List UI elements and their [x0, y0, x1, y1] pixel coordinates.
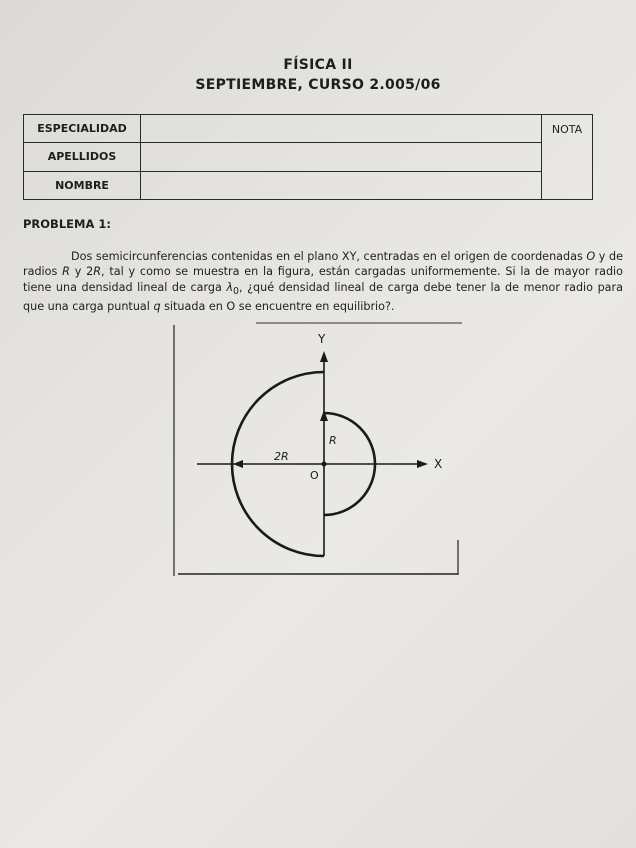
- statement-text: , tal y como se muestra en la figura, están cargadas uniformemente. Si la de mayor radio tiene una densidad lineal de carga: [23, 265, 623, 294]
- charge-symbol: q: [153, 300, 161, 314]
- exam-title: FÍSICA II: [283, 57, 353, 73]
- lambda-subscript: 0: [233, 286, 239, 298]
- radius-symbol: R: [62, 265, 70, 279]
- origin-point: [322, 462, 327, 467]
- y-axis-label: Y: [318, 332, 326, 346]
- specialty-label: ESPECIALIDAD: [24, 115, 141, 143]
- name-label: NOMBRE: [24, 171, 141, 199]
- statement-text: y 2: [69, 265, 94, 279]
- x-axis-label: X: [434, 457, 443, 471]
- lambda-symbol: λ: [226, 280, 234, 294]
- y-axis-arrow: [320, 351, 328, 362]
- radius-r-arrow: [320, 410, 328, 421]
- statement-text: , ¿qué densidad lineal de carga debe tener la de menor radio para que una carga puntual: [23, 280, 623, 314]
- problem-heading: PROBLEMA 1:: [23, 217, 111, 231]
- statement-text: y de radios: [23, 250, 624, 279]
- radius-symbol: R: [93, 265, 102, 279]
- radius-2r-label: 2R: [274, 450, 289, 463]
- surnames-label: APELLIDOS: [24, 143, 141, 171]
- statement-text: Dos semicircunferencias contenidas en el plano XY, centradas en el origen de coordenadas: [71, 250, 587, 263]
- x-axis-arrow: [417, 460, 428, 468]
- grade-label: NOTA: [551, 123, 583, 136]
- statement-text: situada en O se encuentre en equilibrio?.: [160, 300, 395, 314]
- exam-subtitle: SEPTIEMBRE, CURSO 2.005/06: [195, 77, 441, 93]
- origin-label: O: [310, 469, 319, 482]
- radius-r-label: R: [329, 434, 337, 447]
- radius-2r-arrow: [233, 460, 243, 468]
- origin-symbol: O: [586, 250, 596, 263]
